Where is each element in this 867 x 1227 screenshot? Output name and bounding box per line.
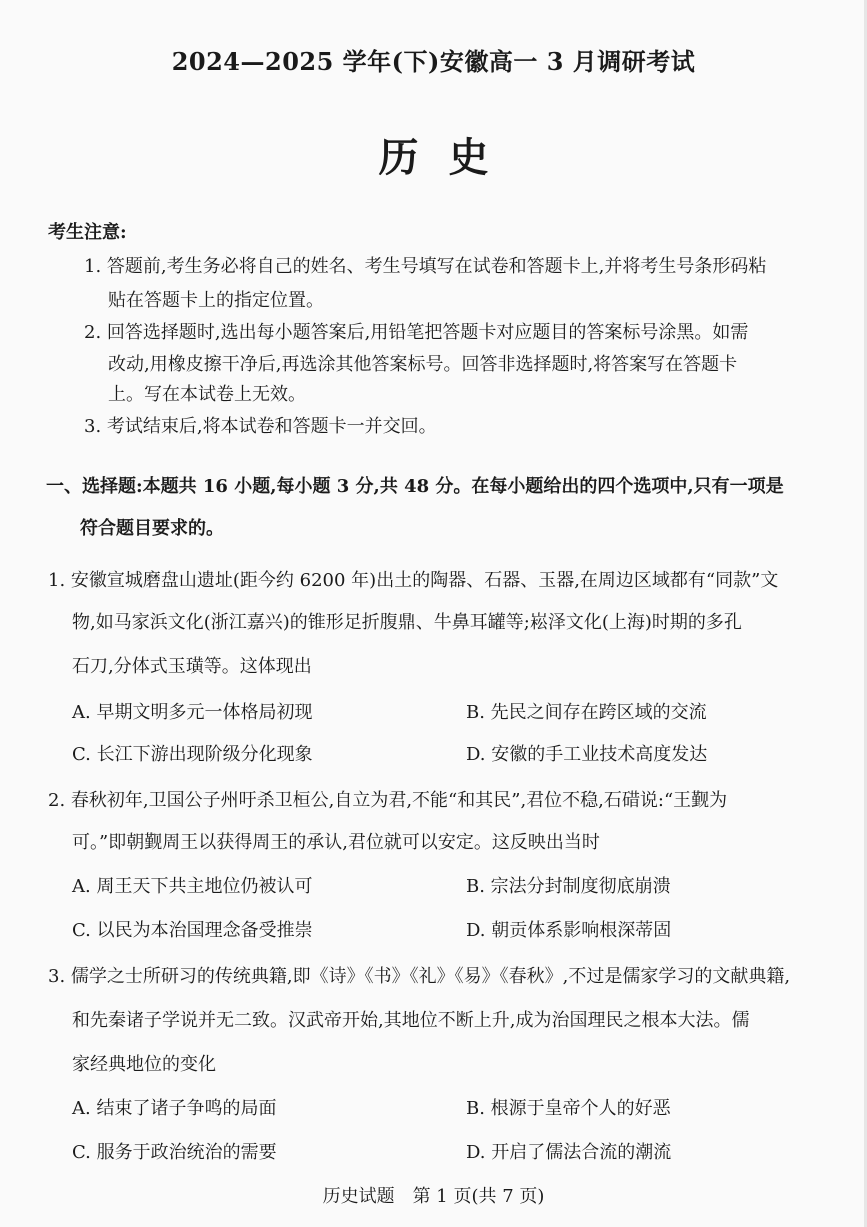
section-heading-line-1: 一、选择题:本题共 16 小题,每小题 3 分,共 48 分。在每小题给出的四个选项中,只有一项是 [46,476,784,497]
question-2-option-d[interactable]: D. 朝贡体系影响根深蒂固 [466,920,672,941]
notice-heading: 考生注意: [48,222,127,243]
question-1-option-a[interactable]: A. 早期文明多元一体格局初现 [72,702,313,723]
notice-item-2-line-1: 2. 回答选择题时,选出每小题答案后,用铅笔把答题卡对应题目的答案标号涂黑。如需 [84,322,749,343]
question-1-stem-line-3: 石刀,分体式玉璜等。这体现出 [72,656,312,677]
question-2-stem-line-2: 可。”即朝觐周王以获得周王的承认,君位就可以安定。这反映出当时 [72,832,600,853]
page-footer: 历史试题 第 1 页(共 7 页) [322,1186,545,1207]
question-3-stem-line-3: 家经典地位的变化 [72,1054,216,1075]
section-heading-line-2: 符合题目要求的。 [80,518,224,539]
question-3-stem-line-2: 和先秦诸子学说并无二致。汉武帝开始,其地位不断上升,成为治国理民之根本大法。儒 [72,1010,750,1031]
question-1-option-d[interactable]: D. 安徽的手工业技术高度发达 [466,744,708,765]
notice-item-3-line-1: 3. 考试结束后,将本试卷和答题卡一并交回。 [84,416,437,437]
question-1-option-c[interactable]: C. 长江下游出现阶级分化现象 [72,744,313,765]
subject-title: 历史 [378,134,519,181]
question-1-option-b[interactable]: B. 先民之间存在跨区域的交流 [466,702,707,723]
exam-title: 2024—2025 学年(下)安徽高一 3 月调研考试 [171,47,696,76]
question-3-option-c[interactable]: C. 服务于政治统治的需要 [72,1142,277,1163]
question-2-option-c[interactable]: C. 以民为本治国理念备受推崇 [72,920,313,941]
question-3-option-d[interactable]: D. 开启了儒法合流的潮流 [466,1142,672,1163]
question-2-option-b[interactable]: B. 宗法分封制度彻底崩溃 [466,876,671,897]
question-3-stem-line-1: 3. 儒学之士所研习的传统典籍,即《诗》《书》《礼》《易》《春秋》,不过是儒家学习的文献典籍, [48,966,791,987]
question-3-option-a[interactable]: A. 结束了诸子争鸣的局面 [72,1098,277,1119]
question-2-stem-line-1: 2. 春秋初年,卫国公子州吁杀卫桓公,自立为君,不能“和其民”,君位不稳,石碏说:“王觐为 [48,790,728,811]
question-1-stem-line-1: 1. 安徽宣城磨盘山遗址(距今约 6200 年)出土的陶器、石器、玉器,在周边区域都有“同款”文 [48,570,779,591]
question-3-option-b[interactable]: B. 根源于皇帝个人的好恶 [466,1098,671,1119]
notice-item-1-line-2: 贴在答题卡上的指定位置。 [108,290,324,311]
notice-item-1-line-1: 1. 答题前,考生务必将自己的姓名、考生号填写在试卷和答题卡上,并将考生号条形码粘 [84,256,767,277]
question-1-stem-line-2: 物,如马家浜文化(浙江嘉兴)的锥形足折腹鼎、牛鼻耳罐等;崧泽文化(上海)时期的多孔 [72,612,742,633]
notice-item-2-line-2: 改动,用橡皮擦干净后,再选涂其他答案标号。回答非选择题时,将答案写在答题卡 [108,354,738,375]
notice-item-2-line-3: 上。写在本试卷上无效。 [108,384,306,405]
question-2-option-a[interactable]: A. 周王天下共主地位仍被认可 [72,876,313,897]
